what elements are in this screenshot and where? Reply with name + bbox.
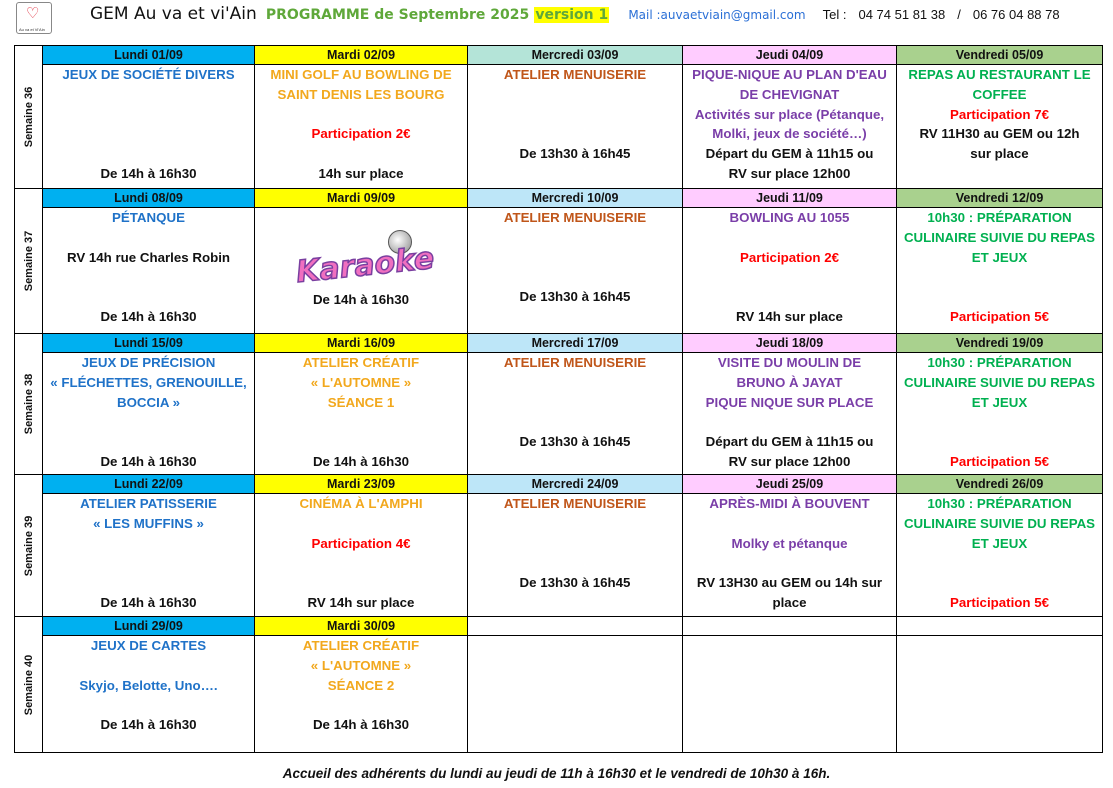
activity-line: De 14h à 16h30 bbox=[100, 308, 197, 324]
spacer bbox=[897, 573, 1102, 593]
header-lundi: Lundi 22/09 bbox=[43, 475, 255, 494]
activity-cell-mardi bbox=[255, 353, 468, 475]
header-mercredi bbox=[468, 617, 683, 636]
activity-line: Participation 4€ bbox=[311, 535, 411, 551]
spacer bbox=[468, 514, 682, 534]
header-mardi: Mardi 16/09 bbox=[255, 334, 468, 353]
header-mercredi: Mercredi 10/09 bbox=[468, 189, 683, 208]
header-vendredi: Vendredi 26/09 bbox=[897, 475, 1103, 494]
activity-cell-jeudi bbox=[683, 636, 897, 753]
activity-row bbox=[15, 208, 1103, 334]
day-header-row bbox=[15, 617, 1103, 636]
activity-line: CULINAIRE SUIVIE DU REPAS bbox=[903, 515, 1096, 531]
karaoke-logo-text: Karaoke bbox=[294, 240, 436, 291]
spacer bbox=[255, 105, 467, 125]
activity-line: APRÈS-MIDI À BOUVENT bbox=[709, 496, 870, 511]
activity-line: De 13h30 à 16h45 bbox=[519, 575, 631, 591]
header-lundi: Lundi 08/09 bbox=[43, 189, 255, 208]
activity-line: Participation 2€ bbox=[739, 249, 840, 265]
spacer bbox=[43, 656, 254, 676]
activity-line: De 13h30 à 16h45 bbox=[519, 289, 631, 305]
activity-line: Molki, jeux de société…) bbox=[712, 126, 867, 142]
header-jeudi: Jeudi 04/09 bbox=[683, 46, 897, 65]
activity-line: RV 14h sur place bbox=[307, 594, 415, 610]
schedule-table bbox=[14, 45, 1103, 753]
tel-separator: / bbox=[957, 7, 961, 22]
activity-line: « L'AUTOMNE » bbox=[310, 657, 412, 673]
activity-line: PÉTANQUE bbox=[112, 210, 185, 225]
activity-line: Molky et pétanque bbox=[731, 535, 848, 551]
spacer bbox=[43, 287, 254, 307]
spacer bbox=[683, 267, 896, 287]
header-vendredi: Vendredi 12/09 bbox=[897, 189, 1103, 208]
activity-cell-jeudi bbox=[683, 65, 897, 189]
spacer bbox=[255, 144, 467, 164]
activity-line: De 13h30 à 16h45 bbox=[519, 146, 631, 162]
tel-contact bbox=[823, 7, 1060, 22]
header-jeudi bbox=[683, 617, 897, 636]
activity-line: RV 14h sur place bbox=[736, 308, 843, 324]
activity-cell-vendredi bbox=[897, 494, 1103, 617]
header-vendredi: Vendredi 05/09 bbox=[897, 46, 1103, 65]
spacer bbox=[255, 695, 467, 715]
activity-line: ET JEUX bbox=[971, 535, 1028, 551]
activity-cell-mardi bbox=[255, 208, 468, 334]
tel-label: Tel : bbox=[822, 7, 847, 22]
activity-line: Participation 5€ bbox=[949, 594, 1050, 610]
activity-line: place bbox=[772, 594, 807, 610]
header-mardi: Mardi 30/09 bbox=[255, 617, 468, 636]
activity-cell-mardi bbox=[255, 494, 468, 617]
week-label bbox=[15, 189, 43, 334]
activity-cell-vendredi bbox=[897, 65, 1103, 189]
week-label-text: Semaine 39 bbox=[22, 515, 35, 576]
logo-caption: Au va et Vi'Ain bbox=[19, 27, 45, 32]
spacer bbox=[468, 393, 682, 413]
spacer bbox=[255, 553, 467, 573]
spacer bbox=[43, 105, 254, 125]
activity-line: PIQUE NIQUE SUR PLACE bbox=[705, 394, 874, 410]
activity-cell-lundi bbox=[43, 353, 255, 475]
opening-hours-note: Accueil des adhérents du lundi au jeudi de 11h à 16h30 et le vendredi de 10h30 à 16h. bbox=[282, 766, 831, 781]
spacer bbox=[43, 85, 254, 105]
activity-cell-mercredi bbox=[468, 208, 683, 334]
day-header-row bbox=[15, 46, 1103, 65]
spacer bbox=[683, 287, 896, 307]
week-label-text: Semaine 38 bbox=[22, 373, 35, 435]
activity-line: « L'AUTOMNE » bbox=[310, 374, 412, 390]
activity-line: MINI GOLF AU BOWLING DE bbox=[270, 67, 452, 82]
week-label-text: Semaine 37 bbox=[22, 230, 35, 292]
spacer bbox=[43, 267, 254, 287]
activity-line: Participation 5€ bbox=[949, 453, 1050, 469]
activity-line: Départ du GEM à 11h15 ou bbox=[705, 434, 874, 450]
activity-line: Départ du GEM à 11h15 ou bbox=[705, 146, 874, 162]
day-header-row bbox=[15, 189, 1103, 208]
header-vendredi: Vendredi 19/09 bbox=[897, 334, 1103, 353]
spacer bbox=[43, 553, 254, 573]
activity-cell-mardi bbox=[255, 65, 468, 189]
header-mercredi: Mercredi 03/09 bbox=[468, 46, 683, 65]
activity-line: RV sur place 12h00 bbox=[728, 453, 851, 469]
spacer bbox=[468, 105, 682, 125]
heart-icon: ♡ bbox=[26, 5, 40, 22]
activity-line: VISITE DU MOULIN DE bbox=[717, 355, 862, 370]
activity-line: 14h sur place bbox=[318, 165, 404, 181]
activity-cell-mercredi bbox=[468, 353, 683, 475]
activity-row bbox=[15, 65, 1103, 189]
activity-line: De 14h à 16h30 bbox=[100, 165, 197, 181]
spacer bbox=[468, 373, 682, 393]
activity-line: REPAS AU RESTAURANT LE bbox=[908, 67, 1091, 82]
header-lundi: Lundi 15/09 bbox=[43, 334, 255, 353]
spacer bbox=[683, 412, 896, 432]
activity-line: sur place bbox=[970, 146, 1029, 162]
day-header-row bbox=[15, 334, 1103, 353]
activity-cell-jeudi bbox=[683, 494, 897, 617]
activity-line: 10h30 : PRÉPARATION bbox=[927, 355, 1072, 370]
activity-line: RV 13H30 au GEM ou 14h sur bbox=[696, 575, 883, 591]
activity-row bbox=[15, 353, 1103, 475]
activity-line: RV sur place 12h00 bbox=[728, 165, 851, 181]
spacer bbox=[255, 573, 467, 593]
activity-line: JEUX DE PRÉCISION bbox=[81, 355, 216, 370]
version-badge: version 1 bbox=[535, 7, 609, 23]
spacer bbox=[43, 144, 254, 164]
activity-line: BRUNO À JAYAT bbox=[736, 374, 843, 390]
activity-line: De 14h à 16h30 bbox=[100, 594, 197, 610]
activity-line: De 14h à 16h30 bbox=[100, 453, 197, 469]
activity-line: Participation 7€ bbox=[949, 106, 1050, 122]
activity-line: JEUX DE CARTES bbox=[90, 638, 207, 653]
spacer bbox=[683, 228, 896, 248]
spacer bbox=[468, 85, 682, 105]
week-label bbox=[15, 334, 43, 475]
header-jeudi: Jeudi 25/09 bbox=[683, 475, 897, 494]
header-jeudi: Jeudi 11/09 bbox=[683, 189, 897, 208]
gem-logo bbox=[16, 2, 52, 34]
activity-line: DE CHEVIGNAT bbox=[739, 86, 840, 102]
spacer bbox=[468, 124, 682, 144]
spacer bbox=[468, 412, 682, 432]
spacer bbox=[468, 267, 682, 287]
karaoke-image bbox=[294, 230, 436, 291]
activity-line: ET JEUX bbox=[971, 249, 1028, 265]
activity-line: ATELIER PATISSERIE bbox=[80, 496, 217, 511]
activity-line: De 14h à 16h30 bbox=[100, 717, 197, 733]
activity-line: 10h30 : PRÉPARATION bbox=[927, 496, 1072, 511]
activity-cell-lundi bbox=[43, 208, 255, 334]
activity-cell-mercredi bbox=[468, 65, 683, 189]
activity-line: ET JEUX bbox=[971, 394, 1028, 410]
header-mercredi: Mercredi 24/09 bbox=[468, 475, 683, 494]
activity-cell-mercredi bbox=[468, 636, 683, 753]
activity-line: ATELIER MENUISERIE bbox=[503, 355, 647, 370]
activity-cell-lundi bbox=[43, 636, 255, 753]
header-lundi: Lundi 29/09 bbox=[43, 617, 255, 636]
activity-line: Participation 5€ bbox=[949, 308, 1050, 324]
spacer bbox=[43, 124, 254, 144]
activity-line: CINÉMA À L'AMPHI bbox=[299, 496, 423, 511]
spacer bbox=[43, 432, 254, 452]
activity-line: De 13h30 à 16h45 bbox=[519, 434, 631, 450]
activity-line: COFFEE bbox=[972, 86, 1027, 102]
week-label-text: Semaine 40 bbox=[22, 654, 35, 715]
header-vendredi bbox=[897, 617, 1103, 636]
spacer bbox=[43, 228, 254, 248]
header-mercredi: Mercredi 17/09 bbox=[468, 334, 683, 353]
activity-cell-mercredi bbox=[468, 494, 683, 617]
activity-line: SÉANCE 2 bbox=[327, 677, 395, 693]
activity-line: De 14h à 16h30 bbox=[312, 292, 410, 307]
activity-line: « LES MUFFINS » bbox=[93, 515, 204, 531]
programme-title: PROGRAMME de Septembre 2025 bbox=[265, 7, 530, 23]
activity-row bbox=[15, 494, 1103, 617]
activity-line: 10h30 : PRÉPARATION bbox=[927, 210, 1072, 225]
spacer bbox=[683, 514, 896, 534]
activity-line: Participation 2€ bbox=[311, 126, 411, 142]
activity-row bbox=[15, 636, 1103, 753]
header-mardi: Mardi 23/09 bbox=[255, 475, 468, 494]
activity-cell-vendredi bbox=[897, 353, 1103, 475]
gem-title: GEM Au va et vi'Ain bbox=[90, 4, 257, 24]
activity-line: SAINT DENIS LES BOURG bbox=[277, 86, 445, 102]
header-jeudi: Jeudi 18/09 bbox=[683, 334, 897, 353]
activity-cell-vendredi bbox=[897, 636, 1103, 753]
spacer bbox=[897, 432, 1102, 452]
activity-line: Skyjo, Belotte, Uno…. bbox=[79, 677, 218, 693]
activity-line: RV 11H30 au GEM ou 12h bbox=[919, 126, 1080, 142]
activity-cell-mardi bbox=[255, 636, 468, 753]
spacer bbox=[255, 412, 467, 432]
activity-line: CULINAIRE SUIVIE DU REPAS bbox=[903, 229, 1096, 245]
activity-line: CULINAIRE SUIVIE DU REPAS bbox=[903, 374, 1096, 390]
spacer bbox=[897, 412, 1102, 432]
week-label bbox=[15, 46, 43, 189]
spacer bbox=[468, 534, 682, 554]
spacer bbox=[683, 553, 896, 573]
activity-line: « FLÉCHETTES, GRENOUILLE, bbox=[50, 374, 247, 390]
spacer bbox=[43, 573, 254, 593]
mail-contact: Mail :auvaetviain@gmail.com bbox=[628, 8, 806, 22]
activity-line: ATELIER MENUISERIE bbox=[503, 210, 647, 225]
spacer bbox=[468, 228, 682, 248]
activity-line: PIQUE-NIQUE AU PLAN D'EAU bbox=[692, 67, 887, 82]
activity-cell-lundi bbox=[43, 65, 255, 189]
page-header bbox=[90, 4, 1060, 24]
activity-line: ATELIER CRÉATIF bbox=[302, 355, 420, 370]
activity-line: De 14h à 16h30 bbox=[312, 717, 410, 733]
spacer bbox=[897, 287, 1102, 307]
day-header-row bbox=[15, 475, 1103, 494]
activity-line: ATELIER CRÉATIF bbox=[302, 638, 420, 653]
week-label-text: Semaine 36 bbox=[22, 86, 35, 148]
activity-line: Activités sur place (Pétanque, bbox=[694, 106, 885, 122]
activity-cell-vendredi bbox=[897, 208, 1103, 334]
spacer bbox=[43, 534, 254, 554]
spacer bbox=[897, 267, 1102, 287]
spacer bbox=[468, 248, 682, 268]
activity-line: BOCCIA » bbox=[116, 394, 181, 410]
activity-cell-jeudi bbox=[683, 208, 897, 334]
week-label bbox=[15, 475, 43, 617]
activity-line: De 14h à 16h30 bbox=[312, 453, 410, 469]
header-mardi: Mardi 02/09 bbox=[255, 46, 468, 65]
spacer bbox=[43, 695, 254, 715]
activity-line: BOWLING AU 1055 bbox=[729, 210, 850, 225]
tel-1: 04 74 51 81 38 bbox=[858, 7, 946, 22]
activity-cell-jeudi bbox=[683, 353, 897, 475]
spacer bbox=[255, 432, 467, 452]
tel-2: 06 76 04 88 78 bbox=[972, 7, 1060, 22]
header-mardi: Mardi 09/09 bbox=[255, 189, 468, 208]
spacer bbox=[897, 553, 1102, 573]
activity-line: RV 14h rue Charles Robin bbox=[66, 249, 231, 265]
activity-cell-lundi bbox=[43, 494, 255, 617]
spacer bbox=[255, 514, 467, 534]
week-label bbox=[15, 617, 43, 753]
activity-line: ATELIER MENUISERIE bbox=[503, 67, 647, 82]
activity-line: ATELIER MENUISERIE bbox=[503, 496, 647, 511]
header-lundi: Lundi 01/09 bbox=[43, 46, 255, 65]
spacer bbox=[43, 412, 254, 432]
activity-line: JEUX DE SOCIÉTÉ DIVERS bbox=[62, 67, 235, 82]
spacer bbox=[468, 553, 682, 573]
activity-line: SÉANCE 1 bbox=[327, 394, 395, 410]
